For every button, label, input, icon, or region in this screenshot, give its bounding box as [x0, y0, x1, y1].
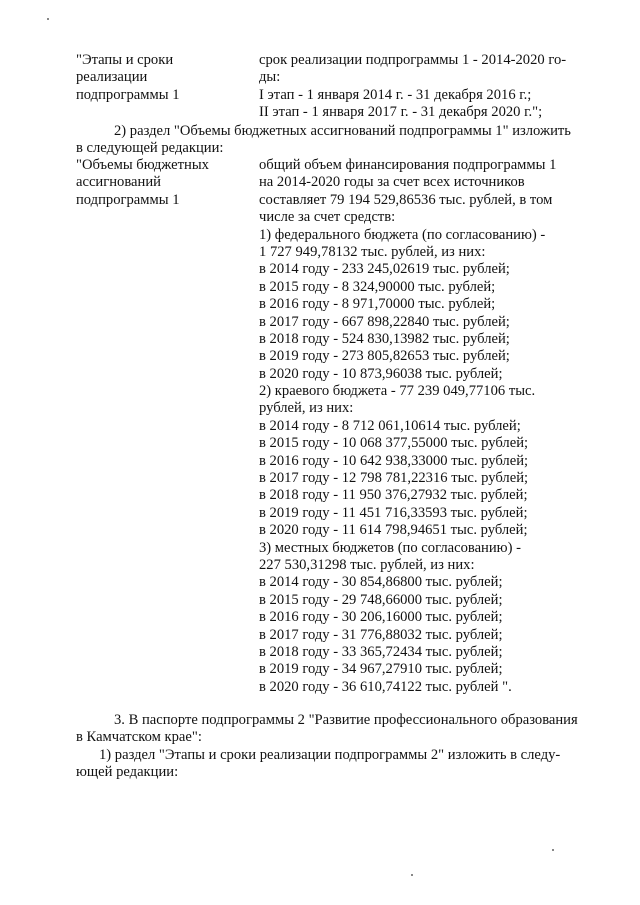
paragraph-line: 3. В паспорте подпрограммы 2 "Развитие профессионального образования [114, 712, 578, 728]
volumes-content-line: в 2020 году - 10 873,96038 тыс. рублей; [259, 365, 503, 382]
volumes-label-line: ассигнований [76, 174, 161, 191]
stages-content-line: ды: [259, 69, 281, 86]
volumes-content-line: 3) местных бюджетов (по согласованию) - [259, 539, 521, 556]
volumes-content-line: в 2017 году - 667 898,22840 тыс. рублей; [259, 313, 510, 330]
volumes-content-line: в 2017 году - 31 776,88032 тыс. рублей; [259, 626, 503, 643]
volumes-content-line: в 2014 году - 233 245,02619 тыс. рублей; [259, 261, 510, 278]
scan-speck [411, 874, 413, 876]
volumes-content-line: в 2019 году - 273 805,82653 тыс. рублей; [259, 348, 510, 365]
volumes-content-line: на 2014-2020 годы за счет всех источников [259, 174, 525, 191]
volumes-label [76, 157, 241, 209]
paragraph-3-1 [76, 747, 572, 782]
stages-content [259, 52, 571, 122]
volumes-content-line: в 2015 году - 10 068 377,55000 тыс. рублей; [259, 435, 529, 452]
volumes-content-line: в 2016 году - 10 642 938,33000 тыс. рублей; [259, 452, 529, 469]
stages-label-line: подпрограммы 1 [76, 86, 180, 103]
volumes-content-line: в 2019 году - 11 451 716,33593 тыс. рублей; [259, 504, 528, 521]
stages-label-line: реализации [76, 69, 148, 86]
volumes-content-line: в 2019 году - 34 967,27910 тыс. рублей; [259, 661, 503, 678]
scan-speck [47, 18, 49, 20]
volumes-content-line: в 2018 году - 33 365,72434 тыс. рублей; [259, 643, 503, 660]
stages-content-line: I этап - 1 января 2014 г. - 31 декабря 2016 г.; [259, 86, 532, 103]
volumes-label-line: подпрограммы 1 [76, 191, 180, 208]
volumes-content [259, 157, 571, 696]
paragraph-line: 1) раздел "Этапы и сроки реализации подпрограммы 2" изложить в следу- [99, 747, 561, 763]
volumes-content-line: в 2020 году - 36 610,74122 тыс. рублей ". [259, 678, 512, 695]
paragraph-2 [76, 123, 572, 158]
stages-content-line: срок реализации подпрограммы 1 - 2014-2020 го- [259, 52, 567, 68]
volumes-content-line: в 2018 году - 524 830,13982 тыс. рублей; [259, 330, 510, 347]
stages-label [76, 52, 241, 104]
volumes-content-line: в 2017 году - 12 798 781,22316 тыс. рублей; [259, 470, 529, 487]
paragraph-line: в следующей редакции: [76, 140, 224, 157]
paragraph-3 [76, 712, 578, 747]
volumes-content-line: 227 530,31298 тыс. рублей, из них: [259, 556, 475, 573]
volumes-content-line: в 2016 году - 8 971,70000 тыс. рублей; [259, 296, 496, 313]
volumes-content-line: 1 727 949,78132 тыс. рублей, из них: [259, 243, 486, 260]
volumes-content-line: 1) федерального бюджета (по согласованию) - [259, 226, 546, 243]
volumes-content-line: рублей, из них: [259, 400, 354, 417]
volumes-content-line: в 2016 году - 30 206,16000 тыс. рублей; [259, 609, 503, 626]
volumes-content-line: в 2015 году - 29 748,66000 тыс. рублей; [259, 591, 503, 608]
paragraph-line: ющей редакции: [76, 764, 179, 781]
volumes-content-line: в 2018 году - 11 950 376,27932 тыс. рублей; [259, 487, 528, 504]
volumes-content-line: составляет 79 194 529,86536 тыс. рублей, в том [259, 191, 553, 208]
volumes-content-line: в 2014 году - 8 712 061,10614 тыс. рублей; [259, 417, 521, 434]
paragraph-line: в Камчатском крае": [76, 729, 202, 746]
volumes-content-line: в 2020 году - 11 614 798,94651 тыс. рублей; [259, 522, 528, 539]
stages-content-line: II этап - 1 января 2017 г. - 31 декабря 2020 г."; [259, 104, 543, 121]
volumes-content-line: числе за счет средств: [259, 209, 396, 226]
volumes-content-line: 2) краевого бюджета - 77 239 049,77106 тыс. [259, 383, 536, 400]
stages-label-line: "Этапы и сроки [76, 52, 174, 68]
paragraph-line: 2) раздел "Объемы бюджетных ассигнований подпрограммы 1" изложить [114, 123, 571, 139]
volumes-content-line: в 2014 году - 30 854,86800 тыс. рублей; [259, 574, 503, 591]
scan-speck [552, 849, 554, 851]
volumes-content-line: общий объем финансирования подпрограммы 1 [259, 157, 557, 173]
volumes-content-line: в 2015 году - 8 324,90000 тыс. рублей; [259, 278, 496, 295]
volumes-label-line: "Объемы бюджетных [76, 157, 209, 173]
